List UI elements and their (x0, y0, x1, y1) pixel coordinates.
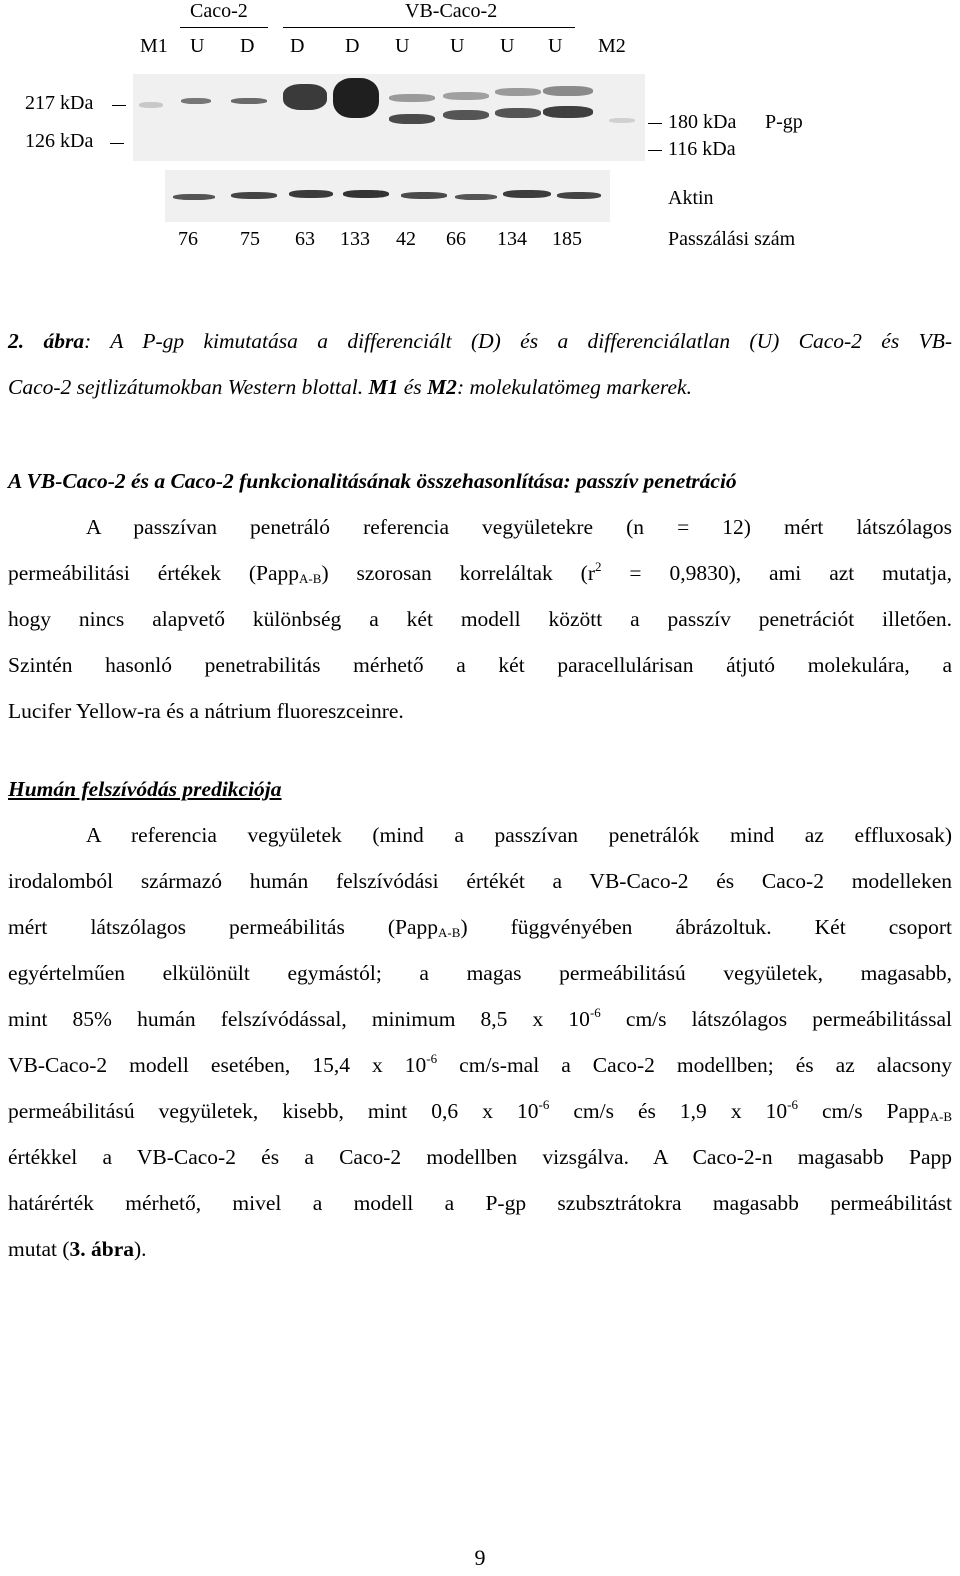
superscript: -6 (589, 1005, 601, 1020)
passage-number: 63 (295, 228, 315, 250)
text-run: mért látszólagos permeábilitás (Papp (8, 915, 439, 939)
caption-text: Caco-2 sejtlizátumokban Western blottal. (8, 375, 369, 399)
paragraph-line (8, 1234, 952, 1264)
text-run: cm/s-mal a Caco-2 modellben; és az alacsony (437, 1053, 952, 1077)
paragraph-line: Szintén hasonló penetrabilitás mérhető a két paracellulárisan átjutó molekulára, a (8, 653, 952, 677)
marker-label-left: 126 kDa (25, 130, 94, 152)
group-label-vb-caco2: VB-Caco-2 (405, 0, 498, 22)
subscript: A-B (299, 571, 322, 586)
actin-blot-image (165, 170, 610, 222)
paragraph-line (8, 1096, 952, 1126)
text-run: permeábilitási értékek (Papp (8, 561, 300, 585)
marker-label-left: 217 kDa (25, 92, 94, 114)
superscript: -6 (426, 1051, 438, 1066)
lane-label: U (450, 35, 465, 57)
lane-label: U (395, 35, 410, 57)
lane-label: M1 (140, 35, 168, 57)
paragraph-line (8, 912, 952, 942)
paragraph-line: Lucifer Yellow-ra és a nátrium fluoreszceinre. (8, 699, 404, 723)
text-run: mutat ( (8, 1237, 70, 1261)
marker-tick (112, 105, 126, 106)
paragraph-line (8, 1050, 952, 1080)
actin-label: Aktin (668, 187, 714, 209)
lane-label: U (190, 35, 205, 57)
group-underline-vb-caco2 (283, 27, 575, 28)
caption-text: : molekulatömeg markerek. (456, 375, 692, 399)
paragraph-line: határérték mérhető, mivel a modell a P-gp szubsztrátokra magasabb permeábilitást (8, 1191, 952, 1215)
subscript: A-B (438, 925, 461, 940)
section-heading-text: A VB-Caco-2 és a Caco-2 funkcionalitásának összehasonlítása: passzív penetráció (8, 469, 737, 493)
passage-number: 185 (552, 228, 582, 250)
text-run: cm/s látszólagos permeábilitással (600, 1007, 952, 1031)
paragraph-line: egyértelműen elkülönült egymástól; a magas permeábilitású vegyületek, magasabb, (8, 961, 952, 985)
text-run: cm/s és 1,9 x 10 (549, 1099, 788, 1123)
caption-number: 2. ábra (8, 329, 85, 353)
text-run: VB-Caco-2 modell esetében, 15,4 x 10 (8, 1053, 427, 1077)
text-run: ). (134, 1237, 147, 1261)
figure-reference: 3. ábra (69, 1237, 134, 1261)
paragraph-line: értékkel a VB-Caco-2 és a Caco-2 modellben vizsgálva. A Caco-2-n magasabb Papp (8, 1145, 952, 1169)
text-run: permeábilitású vegyületek, kisebb, mint 0,6 x 10 (8, 1099, 539, 1123)
page-number: 9 (474, 1545, 486, 1570)
passage-number: 42 (396, 228, 416, 250)
lane-label: D (240, 35, 255, 57)
marker-tick (648, 150, 662, 151)
section-heading-text: Humán felszívódás predikciója (8, 777, 282, 801)
text-run: cm/s Papp (797, 1099, 930, 1123)
pgp-label: P-gp (765, 111, 803, 133)
passage-number: 76 (178, 228, 198, 250)
pgp-blot-image (133, 74, 645, 161)
superscript: 2 (595, 559, 602, 574)
paragraph-line: A referencia vegyületek (mind a passzívan penetrálók mind az effluxosak) (86, 823, 952, 847)
lane-label: M2 (598, 35, 626, 57)
passage-number: 66 (446, 228, 466, 250)
marker-tick (110, 143, 124, 144)
passage-number: 75 (240, 228, 260, 250)
marker-label-right: 180 kDa (668, 111, 737, 133)
caption-text: : A P-gp kimutatása a differenciált (D) és a differenciálatlan (U) Caco-2 és VB- (84, 329, 952, 353)
lane-label: U (548, 35, 563, 57)
paragraph-line: irodalomból származó humán felszívódási értékét a VB-Caco-2 és Caco-2 modelleken (8, 869, 952, 893)
paragraph-line (8, 1004, 952, 1034)
lane-label: U (500, 35, 515, 57)
caption-line (8, 326, 952, 356)
group-underline-caco2 (180, 27, 268, 28)
caption-text: és (398, 375, 428, 399)
text-run: ) függvényében ábrázoltuk. Két csoport (460, 915, 952, 939)
subscript: A-B (929, 1109, 953, 1124)
paragraph-line: hogy nincs alapvető különbség a két modell között a passzív penetrációt illetően. (8, 607, 952, 631)
passage-number: 134 (497, 228, 527, 250)
lane-label: D (345, 35, 360, 57)
passage-number: 133 (340, 228, 370, 250)
caption-m2: M2 (427, 375, 457, 399)
superscript: -6 (787, 1097, 798, 1112)
lane-label: D (290, 35, 305, 57)
passage-number-label: Passzálási szám (668, 228, 796, 250)
superscript: -6 (538, 1097, 550, 1112)
paragraph-line (8, 558, 952, 588)
group-label-caco2: Caco-2 (190, 0, 248, 22)
text-run: mint 85% humán felszívódással, minimum 8,5 x 10 (8, 1007, 590, 1031)
paragraph-line: A passzívan penetráló referencia vegyületekre (n = 12) mért látszólagos (86, 515, 952, 539)
marker-tick (648, 123, 662, 124)
caption-line (8, 372, 952, 402)
text-run: ) szorosan korreláltak (r (321, 561, 596, 585)
caption-m1: M1 (368, 375, 399, 399)
text-run: = 0,9830), ami azt mutatja, (601, 561, 953, 585)
marker-label-right: 116 kDa (668, 138, 736, 160)
